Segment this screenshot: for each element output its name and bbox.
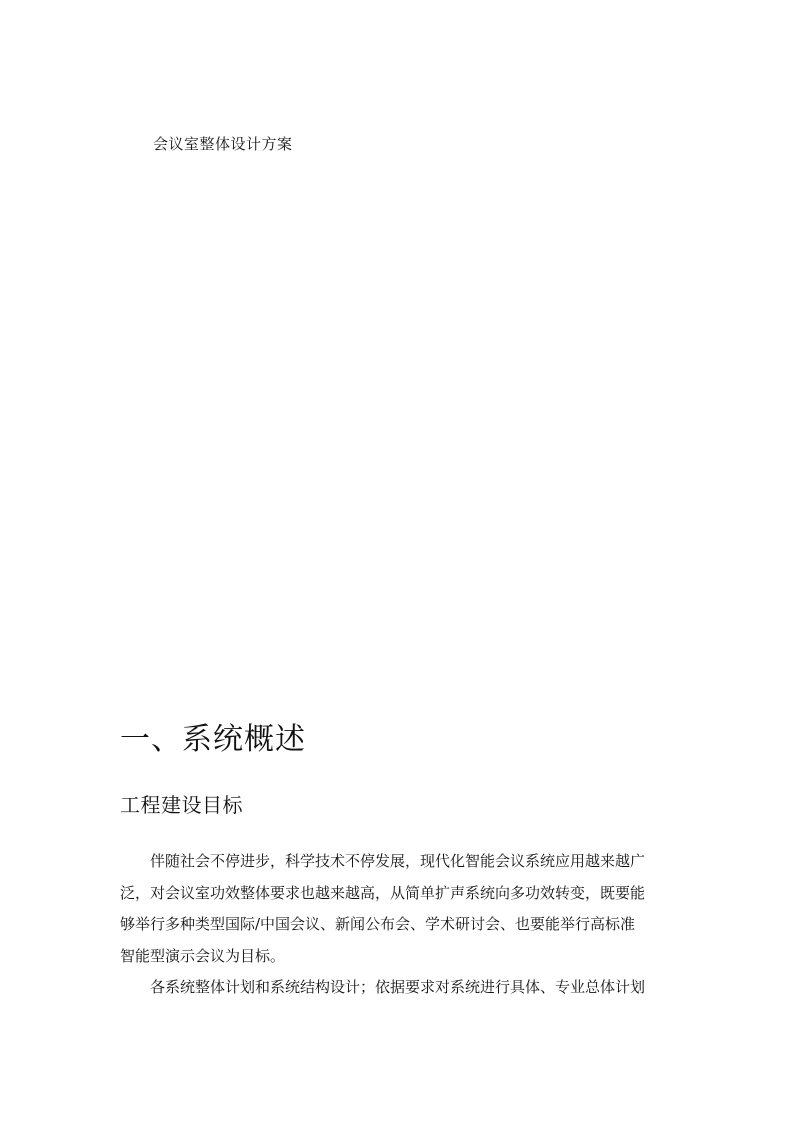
subsection-heading: 工程建设目标	[120, 793, 243, 817]
paragraph-2	[120, 972, 680, 1004]
paragraph-1-line-4: 智能型演示会议为目标。	[120, 946, 286, 965]
paragraph-1-line-2: 泛，对会议室功效整体要求也越来越高，从简单扩声系统向多功效转变，既要能	[120, 883, 646, 902]
paragraph-1-line-3: 够举行多种类型国际/中国会议、新闻公布会、学术研讨会、也要能举行高标准	[120, 915, 636, 933]
section-heading: 一、系统概述	[120, 722, 306, 757]
paragraph-1	[120, 846, 680, 972]
document-title: 会议室整体设计方案	[153, 135, 293, 153]
paragraph-2-line-1: 各系统整体计划和系统结构设计；依据要求对系统进行具体、专业总体计划	[150, 978, 646, 996]
paragraph-1-line-1: 伴随社会不停进步，科学技术不停发展，现代化智能会议系统应用越来越广	[150, 852, 646, 870]
